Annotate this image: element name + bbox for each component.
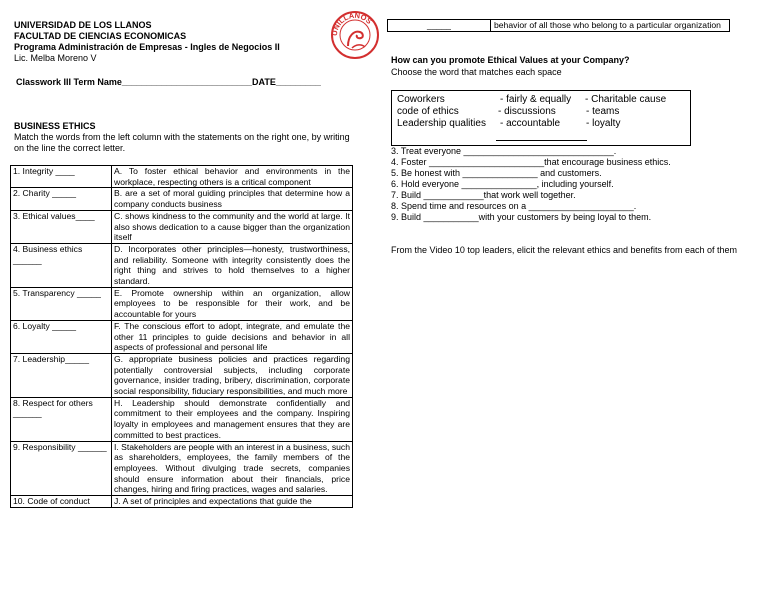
table-row — [11, 397, 353, 441]
table-row — [388, 20, 730, 32]
statement-cell: D. Incorporates other principles—honesty, trustworthiness, and reliability. Someone with integrity consistently does the right thing and strives to hold themselves to a higher standard. — [112, 243, 353, 287]
university-logo — [330, 10, 380, 60]
promote-question: How can you promote Ethical Values at your Company? — [391, 55, 630, 65]
question-item[interactable]: 6. Hold everyone _______________, including yourself. — [391, 179, 614, 189]
statement-cell: B. are a set of moral guiding principles that determine how a company conducts business — [112, 188, 353, 210]
statement-cell: E. Promote ownership within an organization, allow employees to be responsible for their work, and be accountable for yours — [112, 287, 353, 320]
video-task: From the Video 10 top leaders, elicit the relevant ethics and benefits from each of them — [391, 245, 738, 255]
fill-in-questions — [391, 146, 671, 223]
matching-table — [10, 165, 353, 508]
term-cell[interactable]: 1. Integrity ____ — [11, 166, 112, 188]
continuation-table — [387, 19, 730, 32]
question-item[interactable]: 3. Treat everyone ______________________________. — [391, 146, 617, 156]
teacher-name: Lic. Melba Moreno V — [14, 53, 97, 63]
question-item[interactable]: 9. Build ___________with your customers by being loyal to them. — [391, 212, 652, 222]
term-cell[interactable]: 8. Respect for others ______ — [11, 397, 112, 441]
term-cell[interactable]: 9. Responsibility ______ — [11, 441, 112, 496]
statement-cell: C. shows kindness to the community and the world at large. It also shows dedication to a cause bigger than the organization itself — [112, 210, 353, 243]
statement-cell: F. The conscious effort to adopt, integrate, and emulate the other 11 principles to guide decisions and behavior in all aspects of professional and personal life — [112, 320, 353, 353]
term-cell[interactable]: 2. Charity _____ — [11, 188, 112, 210]
word-bank-item: - Charitable cause — [585, 94, 667, 105]
word-bank-item: Coworkers — [397, 94, 445, 105]
table-row — [11, 210, 353, 243]
document-header — [14, 20, 314, 64]
section-title-business-ethics: BUSINESS ETHICS — [14, 121, 96, 131]
statement-cell: G. appropriate business policies and practices regarding potentially controversial subjects, including corporate governance, insider trading, bribery, discrimination, corporate social responsibility, fiduciary responsibilities, and much more — [112, 353, 353, 397]
term-cell[interactable]: 6. Loyalty _____ — [11, 320, 112, 353]
statement-cell: J. A set of principles and expectations that guide the — [112, 496, 353, 508]
word-bank-box — [391, 90, 691, 146]
term-cell[interactable]: 10. Code of conduct — [11, 496, 112, 508]
faculty-name: FACULTAD DE CIENCIAS ECONOMICAS — [14, 31, 187, 41]
table-row — [11, 496, 353, 508]
answer-blank[interactable]: _____ — [388, 20, 491, 32]
question-item[interactable]: 7. Build ____________that work well together. — [391, 190, 576, 200]
term-cell[interactable]: 7. Leadership_____ — [11, 353, 112, 397]
table-row — [11, 166, 353, 188]
table-row — [11, 188, 353, 210]
word-bank-item: - fairly & equally — [500, 94, 572, 105]
word-bank-item: - accountable — [500, 118, 561, 129]
divider — [496, 140, 587, 141]
promote-instruction: Choose the word that matches each space — [391, 67, 562, 77]
university-name: UNIVERSIDAD DE LOS LLANOS — [14, 20, 152, 30]
classwork-name-date-line: Classwork III Term Name__________________________DATE_________ — [16, 77, 321, 87]
statement-cell: I. Stakeholders are people with an interest in a business, such as shareholders, employees, the family members of the employees. Without divulging trade secrets, companies should ensure information about their financials, price changes, hiring and firing practices, wages and salaries. — [112, 441, 353, 496]
matching-instructions: Match the words from the left column with the statements on the right one, by writing on the line the correct letter. — [14, 132, 350, 153]
term-cell[interactable]: 5. Transparency _____ — [11, 287, 112, 320]
statement-text: behavior of all those who belong to a particular organization — [491, 20, 730, 32]
question-item[interactable]: 8. Spend time and resources on a _____________________. — [391, 201, 637, 211]
word-bank-item: Leadership qualities — [397, 118, 486, 129]
term-cell[interactable]: 3. Ethical values____ — [11, 210, 112, 243]
term-cell[interactable]: 4. Business ethics ______ — [11, 243, 112, 287]
table-row — [11, 353, 353, 397]
table-row — [11, 441, 353, 496]
word-bank-item: - discussions — [498, 106, 556, 117]
word-bank-item: - teams — [586, 106, 620, 117]
program-name: Programa Administración de Empresas - Ingles de Negocios II — [14, 42, 280, 52]
question-item[interactable]: 4. Foster _______________________that encourage business ethics. — [391, 157, 671, 167]
word-bank-item: code of ethics — [397, 106, 459, 117]
question-item[interactable]: 5. Be honest with _______________ and customers. — [391, 168, 602, 178]
word-bank-item: - loyalty — [586, 118, 621, 129]
statement-cell: H. Leadership should demonstrate confidentially and commitment to their employees and the company. Inspiring loyalty in employees and management ensures that they are committed to best practices. — [112, 397, 353, 441]
table-row — [11, 320, 353, 353]
statement-cell: A. To foster ethical behavior and environments in the workplace, respecting others is a critical component — [112, 166, 353, 188]
logo-text: UNILLANOS — [330, 10, 374, 37]
table-row — [11, 243, 353, 287]
table-row — [11, 287, 353, 320]
